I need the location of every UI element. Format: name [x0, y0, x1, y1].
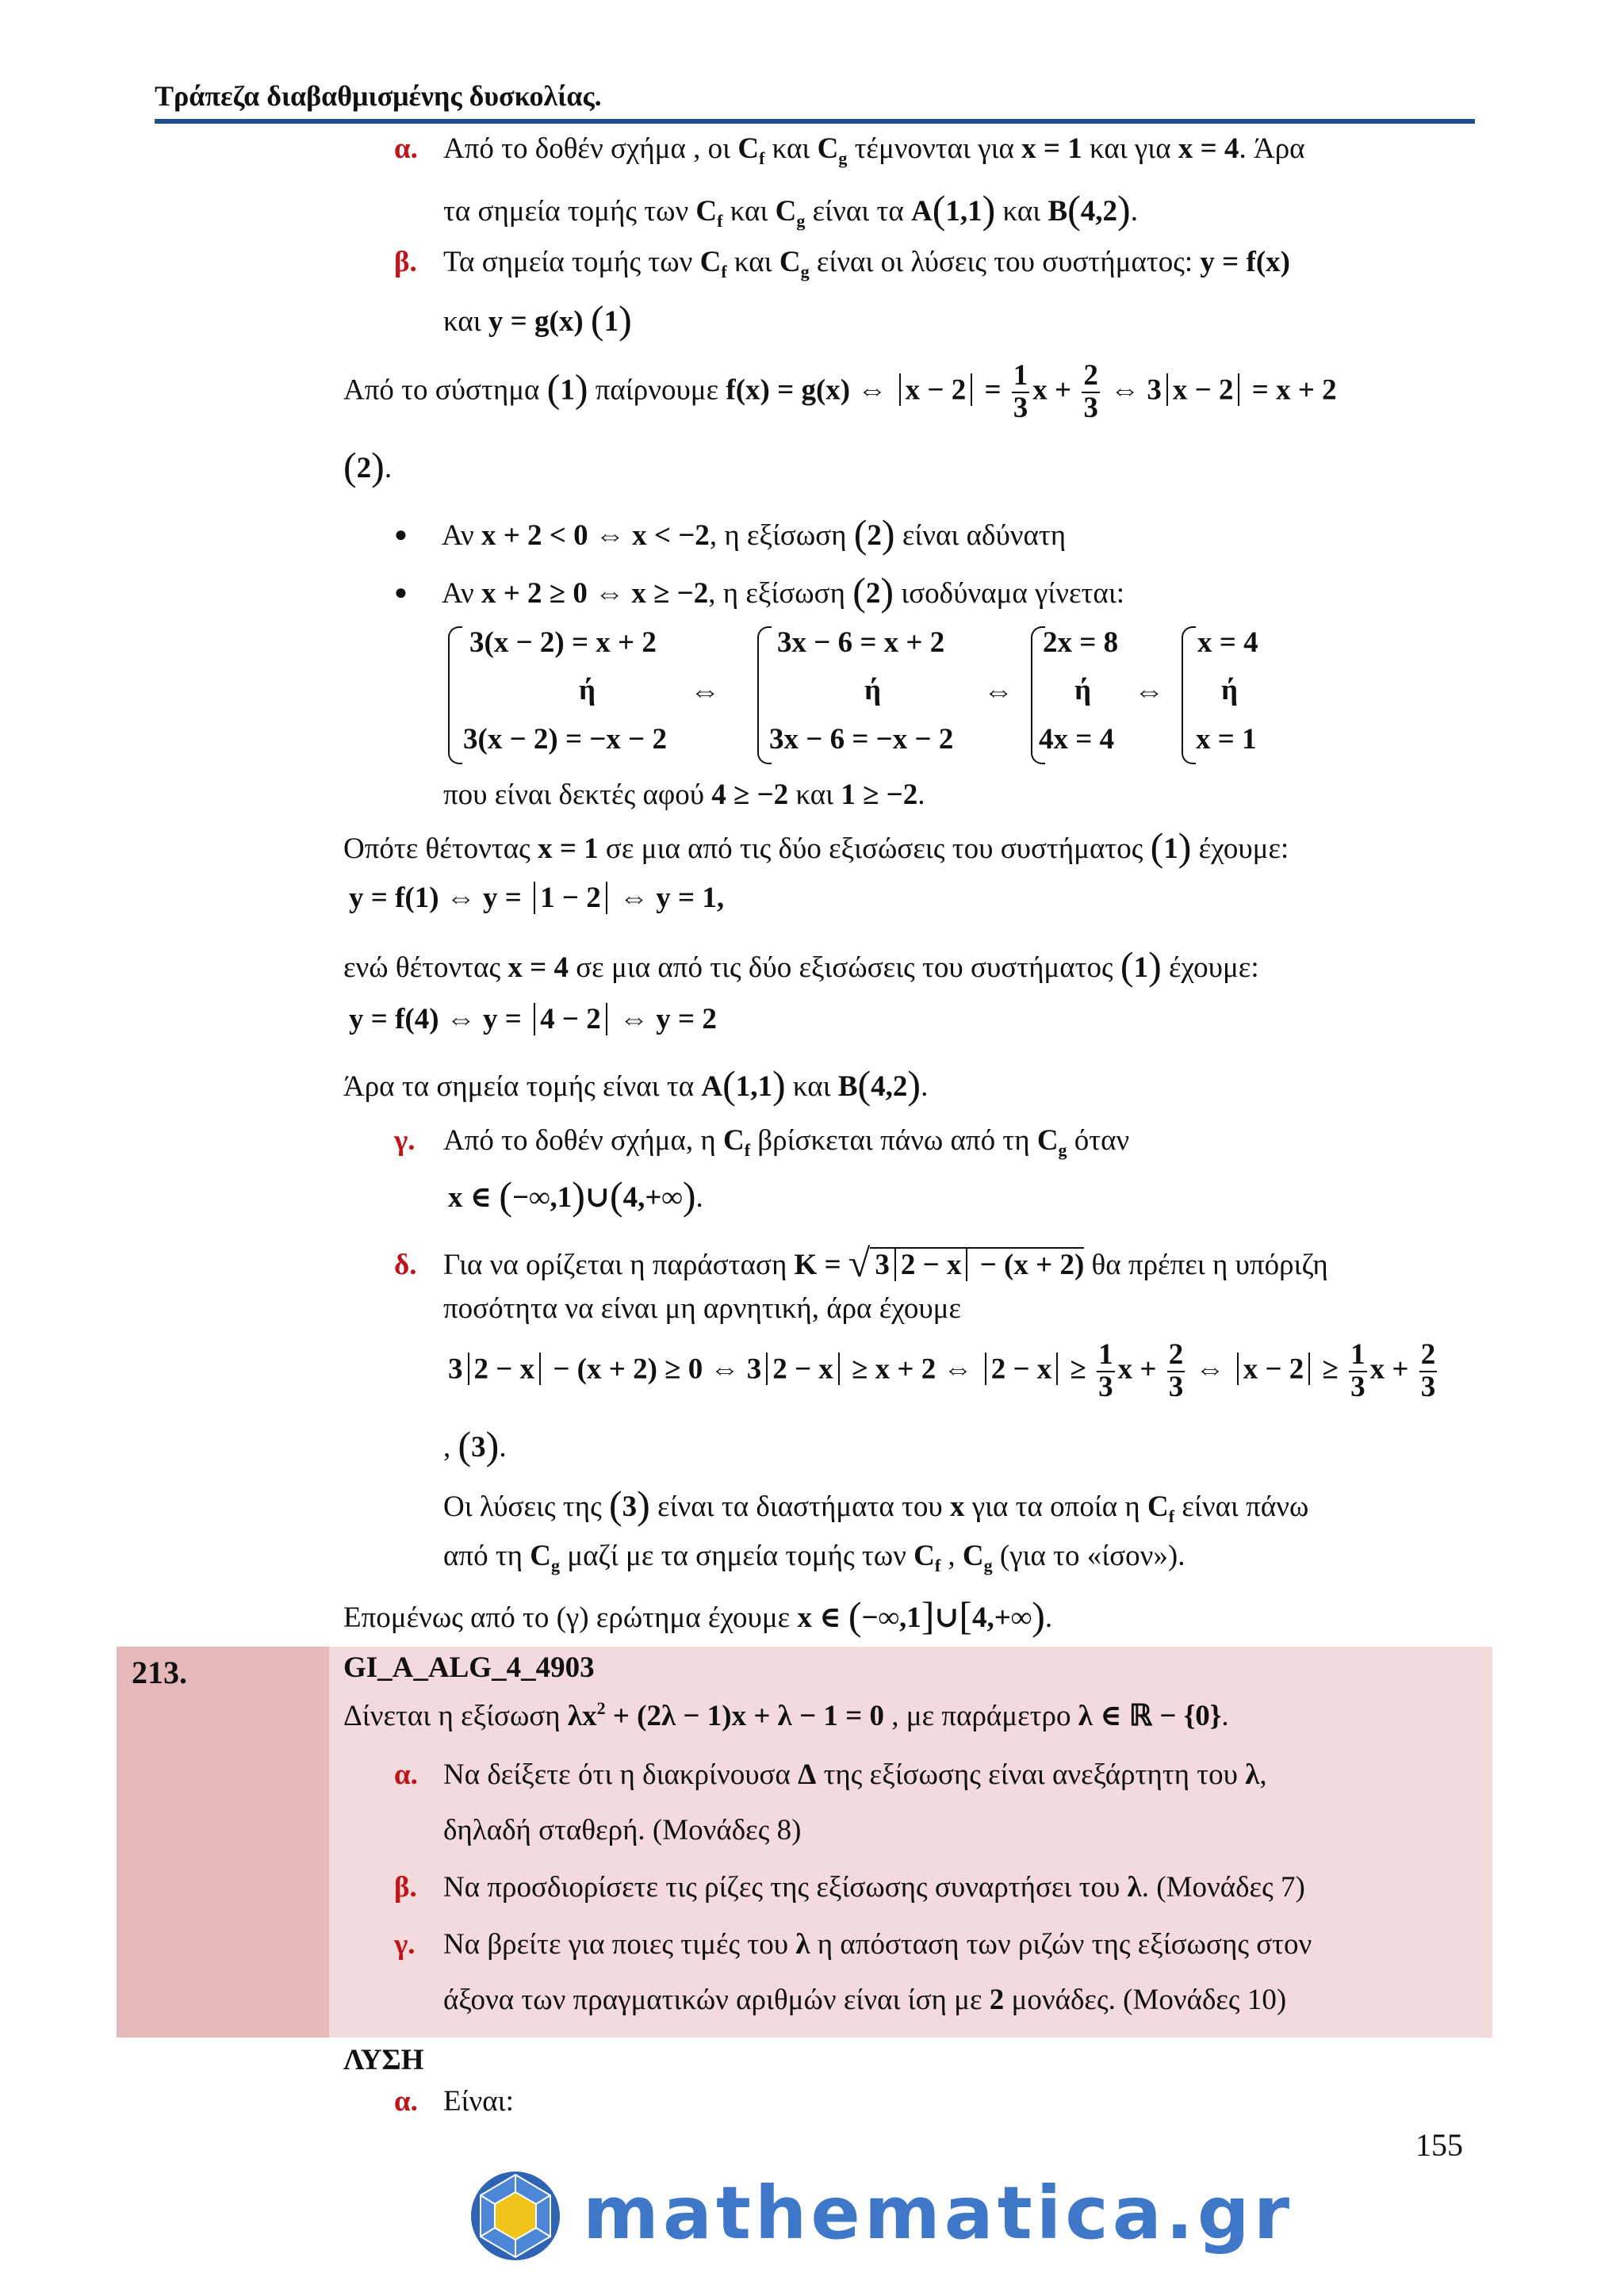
problem-c-line2: άξονα των πραγματικών αριθμών είναι ίση με 2 μονάδες. (Μονάδες 10) — [443, 1984, 1287, 2016]
brace-icon — [448, 626, 462, 764]
item-label: β. — [394, 246, 417, 278]
polyhedron-logo-icon — [468, 2168, 563, 2263]
sol-d-line6: από τη $C_g$ μαζί με τα σημεία τομής των $C_f$ , $C_g$ (για το «ίσον»). — [443, 1540, 1185, 1575]
sol-a-line1: α. Από το δοθέν σχήμα , οι $C_f$ και $C_g$ τέμνονται για x = 1 και για x = 4. Άρα — [394, 132, 1305, 168]
bullet-icon: ● — [394, 580, 408, 605]
page-number: 155 — [1415, 2127, 1463, 2163]
site-logo-text: mathematica.gr — [583, 2171, 1294, 2256]
substitute-x4-line: ενώ θέτοντας x = 4 σε μια από τις δύο εξισώσεις του συστήματος (1) έχουμε: — [343, 943, 1259, 988]
problem-c-line1: γ. Να βρείτε για ποιες τιμές του λ η απόσταση των ριζών της εξίσωσης στον — [394, 1928, 1312, 1961]
equation-ref-3: , (3). — [443, 1423, 507, 1468]
problem-number: 213. — [132, 1655, 187, 1690]
sol-d-line2: ποσότητα να είναι μη αρνητική, άρα έχουμε — [443, 1292, 962, 1325]
system-equation-line: Από το σύστημα (1) παίρνουμε f(x) = g(x) ⇔ x − 2 = $\frac{1}{3}$ x + $\frac{2}{3}$ ⇔ 3 x − 2 = x + 2 — [343, 359, 1337, 424]
item-label: γ. — [394, 1124, 416, 1157]
sol-b-line1: β. Τα σημεία τομής των $C_f$ και $C_g$ είναι οι λύσεις του συστήματος: y = f(x) — [394, 246, 1290, 281]
brace-icon — [1182, 626, 1196, 764]
sol-d-line1: δ. Για να ορίζεται η παράσταση K = √ 3 2 − x − (x + 2) θα πρέπει η υπόριζη — [394, 1241, 1328, 1285]
equation-ref-2: (2). — [343, 444, 393, 488]
y-equals-2-line: y = f(4) ⇔ y = 4 − 2 ⇔ y = 2 — [349, 1003, 717, 1035]
solution-heading: ΛΥΣΗ — [343, 2044, 424, 2076]
problem-number-cell — [117, 1647, 329, 2038]
problem-code: GI_A_ALG_4_4903 — [343, 1651, 595, 1684]
problem-a-line2: δηλαδή σταθερή. (Μονάδες 8) — [443, 1814, 802, 1846]
sol-c-line2: x ∈ (−∞,1)∪(4,+∞). — [448, 1173, 703, 1218]
item-label: α. — [394, 132, 418, 165]
final-answer-line: Επομένως από το (γ) ερώτημα έχουμε x ∈ (−∞,1]∪[4,+∞). — [343, 1594, 1053, 1638]
solution-a-start: α. Είναι: — [394, 2085, 514, 2118]
fraction-one-third: $\frac{1}{3}$ — [1013, 359, 1028, 424]
bullet-icon: ● — [394, 522, 408, 547]
fraction-two-thirds: $\frac{2}{3}$ — [1083, 359, 1098, 424]
sol-d-inequality: 3 2 − x − (x + 2) ≥ 0 ⇔ 3 2 − x ≥ x + 2 ⇔ 2 − x ≥ $\frac{1}{3}$ x + $\frac{2}{3}$ ⇔ x − 2 ≥ $\frac{1}{3}$ x + $\frac{2}{3}$ — [448, 1338, 1436, 1403]
sol-b-line2: και y = g(x) (1) — [443, 297, 632, 342]
problem-a-line1: α. Να δείξετε ότι η διακρίνουσα Δ της εξίσωσης είναι ανεξάρτητη του λ, — [394, 1758, 1267, 1791]
sol-c-line1: γ. Από το δοθέν σχήμα, η $C_f$ βρίσκεται πάνω από τη $C_g$ όταν — [394, 1124, 1130, 1160]
sol-d-line5: Οι λύσεις της (3) είναι τα διαστήματα του x για τα οποία η $C_f$ είναι πάνω — [443, 1483, 1309, 1527]
bullet-item-2: ● Αν x + 2 ≥ 0 ⇔ x ≥ −2, η εξίσωση (2) ισοδύναμα γίνεται: — [394, 569, 1125, 614]
bullet-item-1: ● Αν x + 2 < 0 ⇔ x < −2, η εξίσωση (2) είναι αδύνατη — [394, 511, 1067, 556]
y-equals-1-line: y = f(1) ⇔ y = 1 − 2 ⇔ y = 1, — [349, 882, 725, 914]
sol-a-line2: τα σημεία τομής των $C_f$ και $C_g$ είναι τα A(1,1) και B(4,2). — [443, 187, 1138, 232]
problem-given: Δίνεται η εξίσωση $\lambda x^2 + (2\lambda - 1)x + \lambda - 1 = 0$ , με παράμετρο λ ∈ ℝ − {0}. — [343, 1698, 1229, 1732]
accepted-line: που είναι δεκτές αφού 4 ≥ −2 και 1 ≥ −2. — [443, 779, 925, 811]
item-label: δ. — [394, 1249, 417, 1281]
running-header: Τράπεζα διαβαθμισμένης δυσκολίας. — [155, 79, 1475, 124]
substitute-x1-line: Οπότε θέτοντας x = 1 σε μια από τις δύο εξισώσεις του συστήματος (1) έχουμε: — [343, 825, 1289, 869]
intersection-conclusion: Άρα τα σημεία τομής είναι τα A(1,1) και B(4,2). — [343, 1062, 929, 1107]
problem-b-line1: β. Να προσδιορίσετε τις ρίζες της εξίσωσης συναρτήσει του λ. (Μονάδες 7) — [394, 1871, 1305, 1904]
